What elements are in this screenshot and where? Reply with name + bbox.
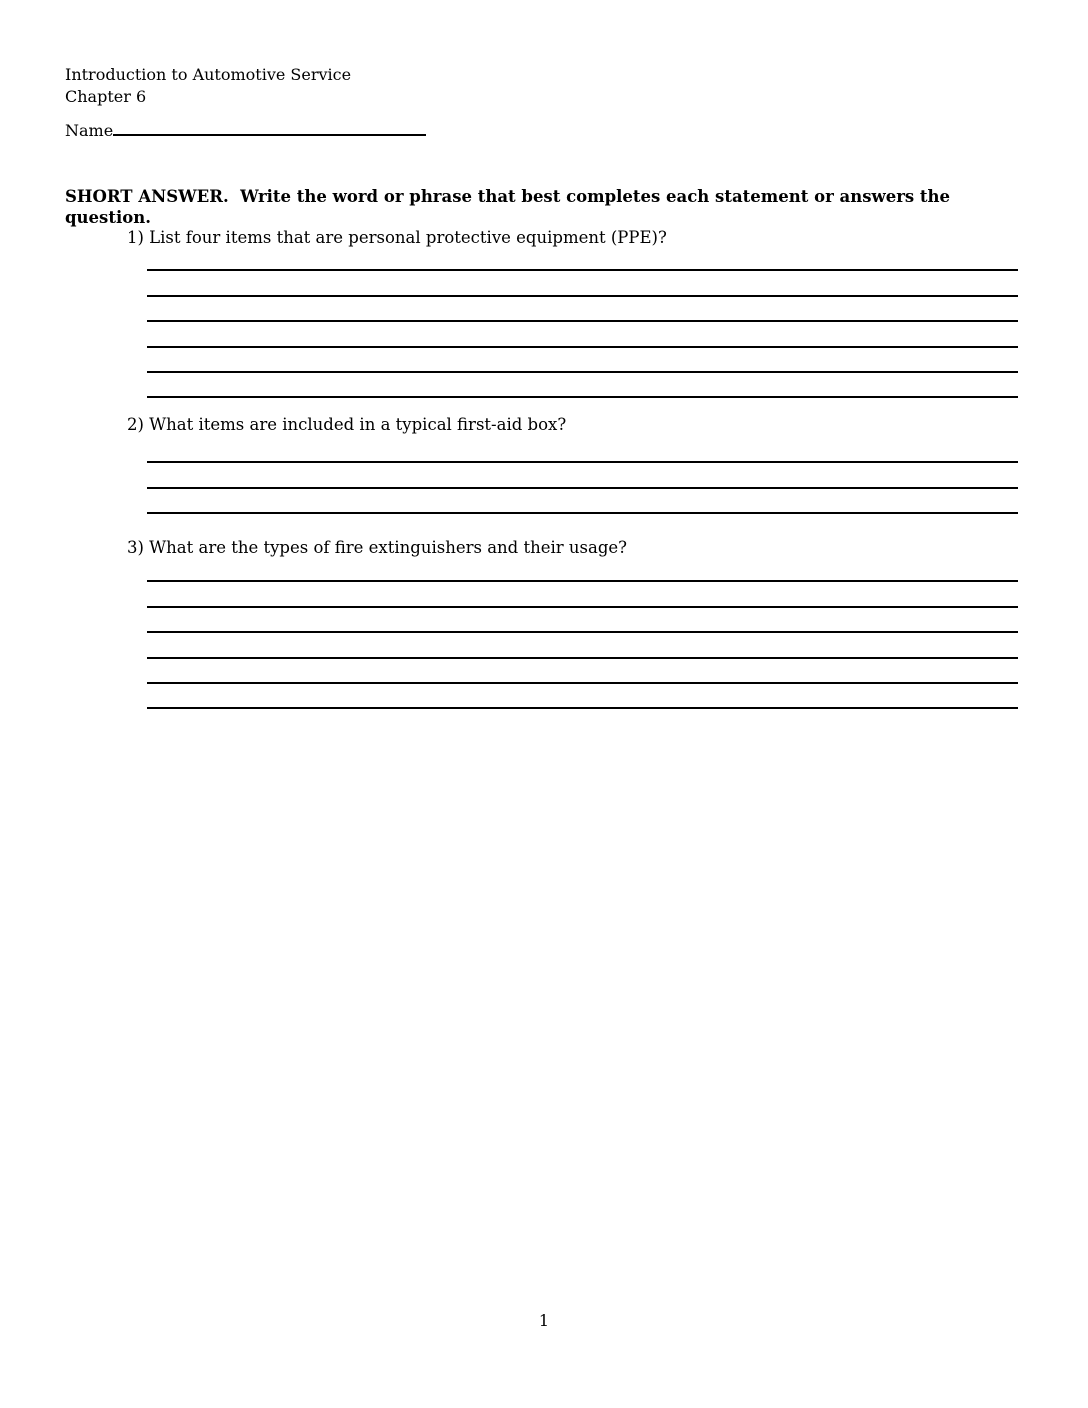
course-title: Introduction to Automotive Service xyxy=(65,65,352,84)
name-label: Name xyxy=(65,121,114,140)
answer-line xyxy=(147,373,1018,398)
answer-line xyxy=(147,608,1018,633)
page-number: 1 xyxy=(538,1311,550,1330)
question-1-answer-lines xyxy=(147,246,1018,398)
question-2-text: 2) What items are included in a typical first-aid box? xyxy=(127,415,567,434)
section-heading: SHORT ANSWER. Write the word or phrase that best completes each statement or answers the question. xyxy=(65,187,956,227)
question-3-text: 3) What are the types of fire extinguishers and their usage? xyxy=(127,538,627,557)
answer-line xyxy=(147,322,1018,347)
question-1-text: 1) List four items that are personal protective equipment (PPE)? xyxy=(127,228,667,247)
answer-line xyxy=(147,582,1018,607)
chapter-label: Chapter 6 xyxy=(65,87,147,106)
answer-line xyxy=(147,659,1018,684)
answer-line xyxy=(147,684,1018,709)
answer-line xyxy=(147,489,1018,514)
answer-line xyxy=(147,557,1018,582)
answer-line xyxy=(147,438,1018,463)
document-header xyxy=(65,64,351,108)
answer-line xyxy=(147,297,1018,322)
name-blank-line xyxy=(113,118,426,136)
answer-line xyxy=(147,633,1018,658)
answer-line xyxy=(147,246,1018,271)
answer-line xyxy=(147,271,1018,296)
answer-line xyxy=(147,348,1018,373)
question-3-answer-lines xyxy=(147,557,1018,709)
question-2-answer-lines xyxy=(147,438,1018,514)
answer-line xyxy=(147,463,1018,488)
name-row xyxy=(65,118,426,142)
